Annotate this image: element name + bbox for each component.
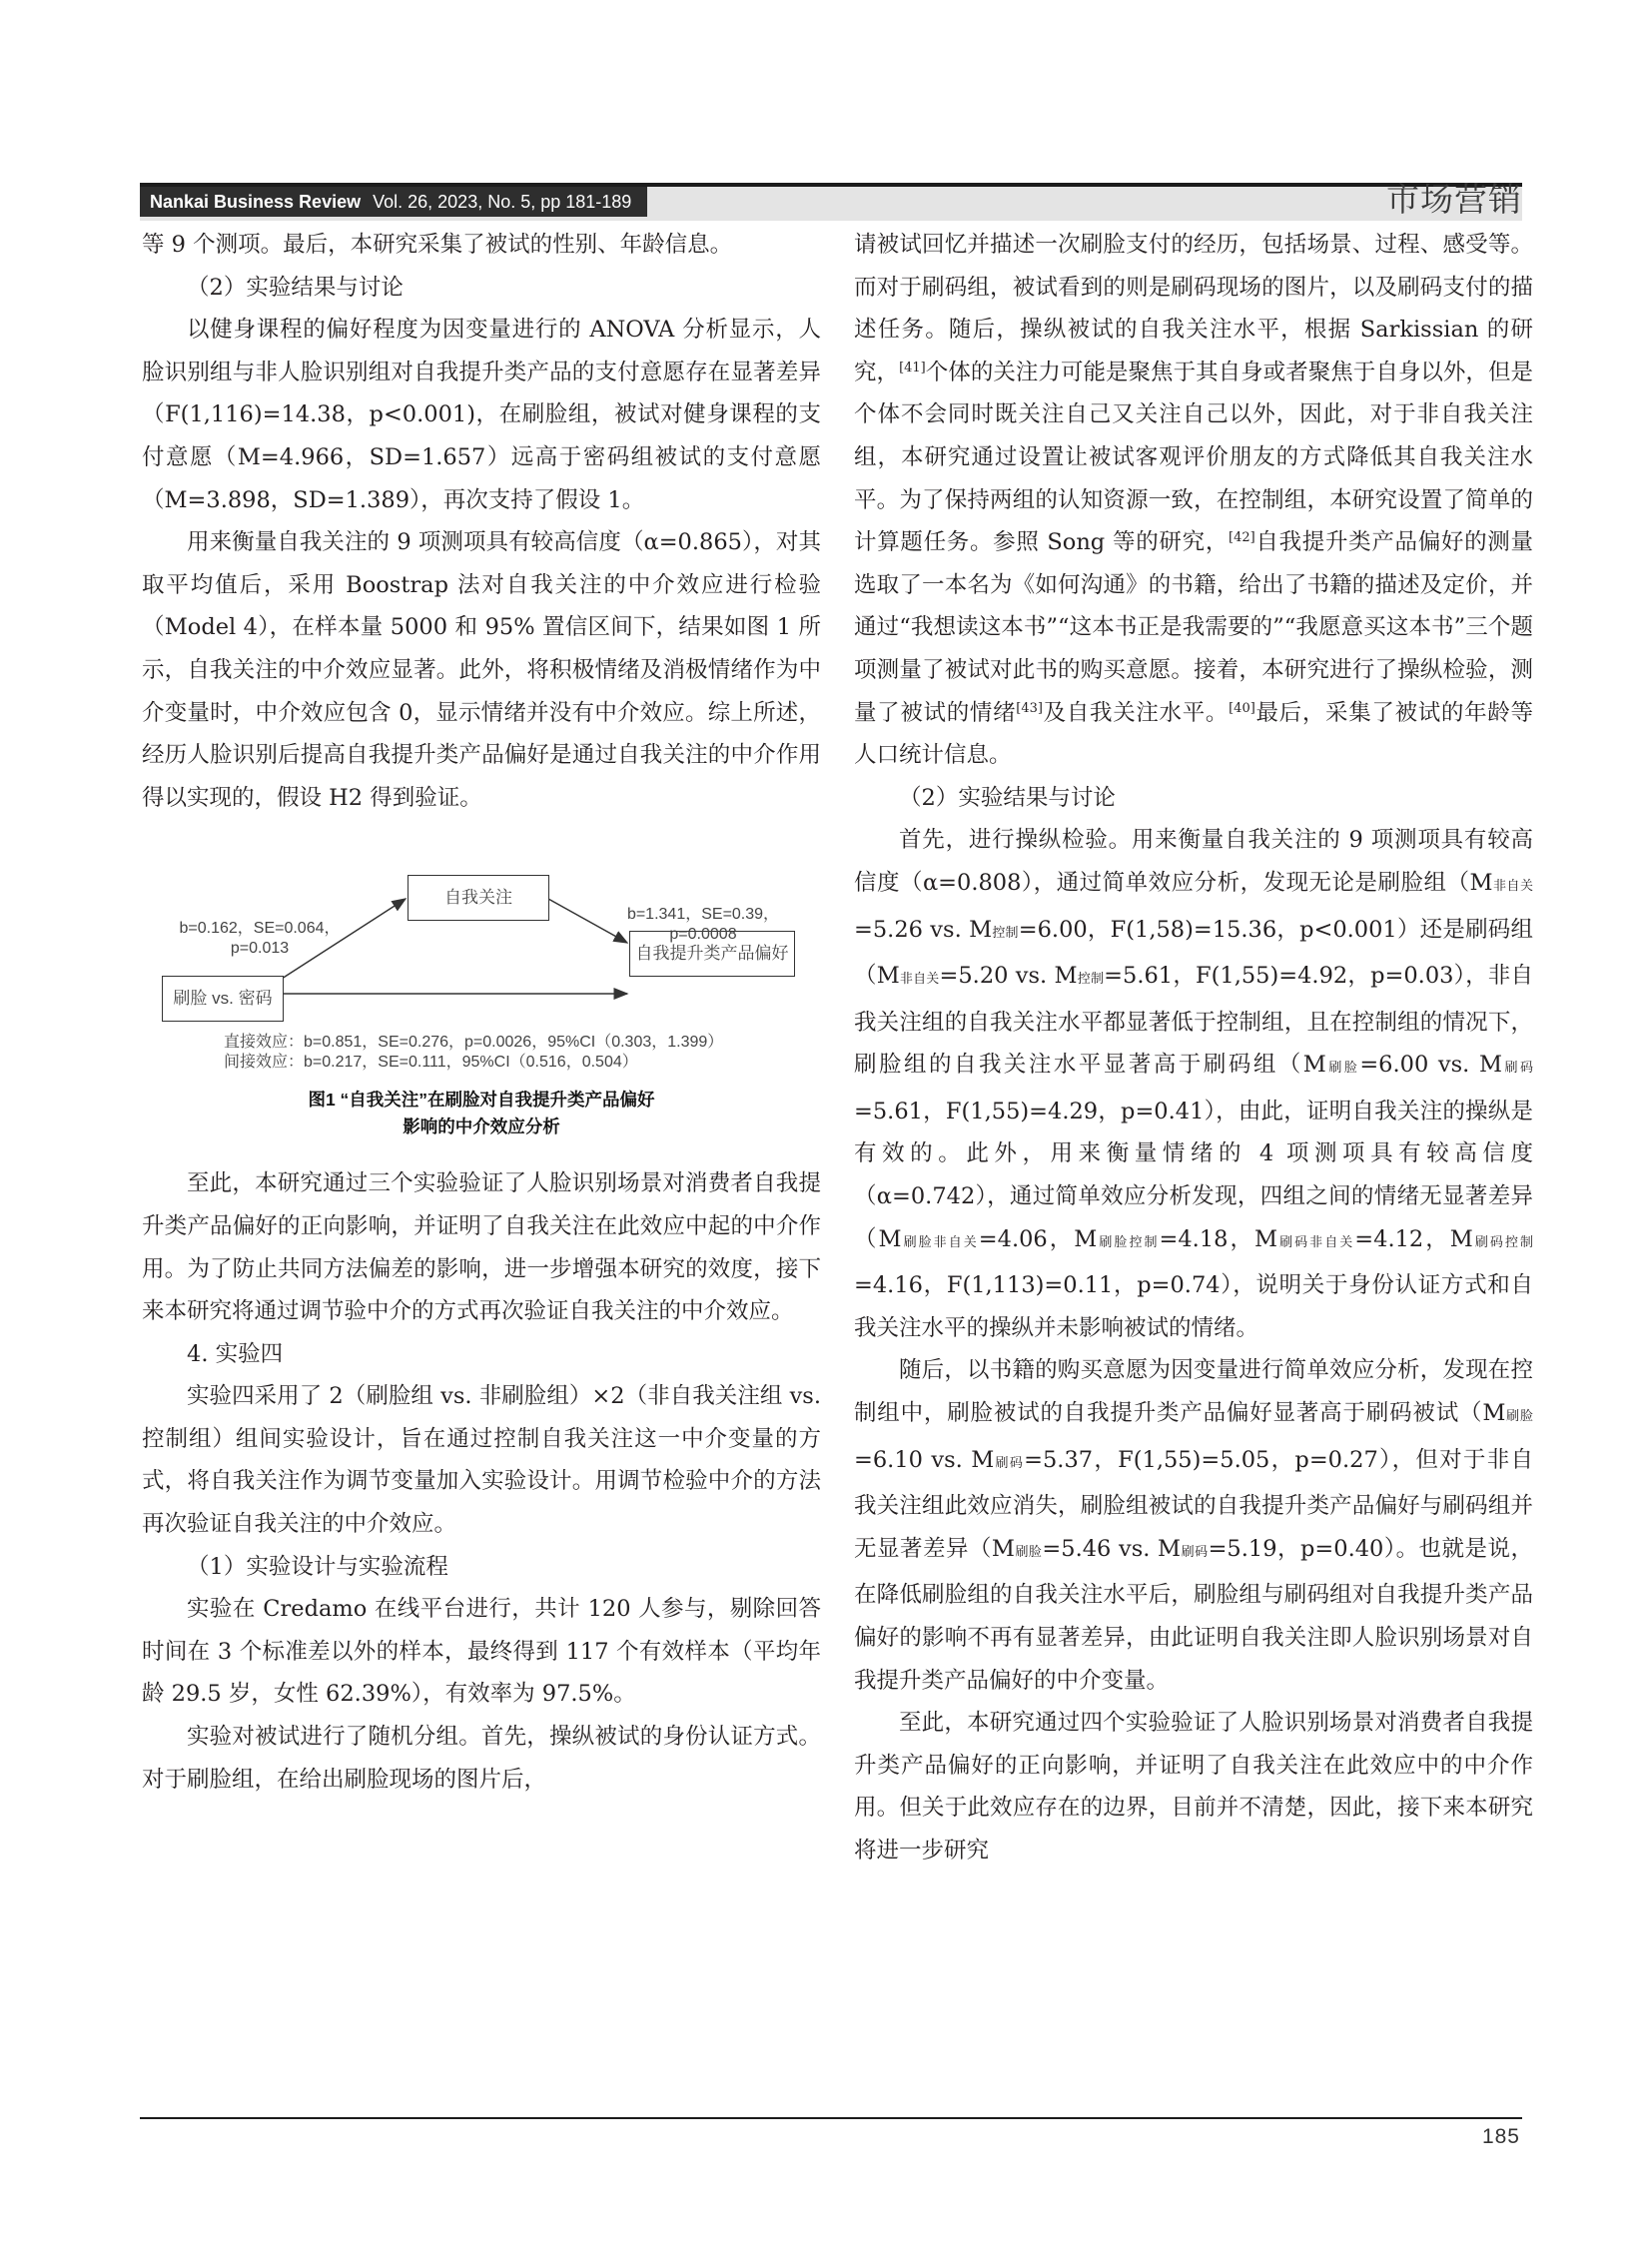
text-run: =6.10 vs. M <box>854 1446 995 1473</box>
path-b-label <box>603 905 803 945</box>
paragraph: 以健身课程的偏好程度为因变量进行的 ANOVA 分析显示，人脸识别组与非人脸识别组对自我提升类产品的支付意愿存在显著差异（F(1,116)=14.38，p<0.001)，在刷脸组，被试对健身课程的支付意愿（M=4.966，SD=1.657）远高于密码组被试的支付意愿（M=3.898，SD=1.389），再次支持了假设 1。 <box>142 317 821 513</box>
subscript: 刷码非自关 <box>1277 1234 1355 1250</box>
subscript: 刷码 <box>1181 1544 1209 1560</box>
subscript: 控制 <box>1077 972 1105 988</box>
text-run: =5.61，F(1,55)=4.29，p=0.41），由此，证明自我关注的操纵是有效的。此外，用来衡量情绪的 4 项测项具有较高信度（α=0.742），通过简单效应分析发现，四组之间的情绪无显著差异（M <box>854 1098 1533 1252</box>
citation-40: [40] <box>1229 700 1255 716</box>
text-run: =5.61，F(1,55)=4.92，p=0.03），非自我关注组的自我关注水平都显著低于控制组，且在控制组的情况下，刷脸组的自我关注水平显著高于刷码组（M <box>854 963 1533 1079</box>
caption-line2: 影响的中介效应分析 <box>403 1117 560 1137</box>
text-run: =5.26 vs. M <box>854 916 993 943</box>
page-number: 185 <box>1481 2125 1520 2148</box>
journal-banner <box>140 187 647 217</box>
paragraph <box>854 819 1533 1349</box>
figure-1 <box>142 819 821 1162</box>
node-y: 自我提升类产品偏好 <box>629 931 795 977</box>
section-title: 市场营销 <box>1386 180 1522 219</box>
text-run: 首先，进行操纵检验。用来衡量自我关注的 9 项测项具有较高信度（α=0.808），通过简单效应分析，发现无论是刷脸组（M <box>854 827 1533 896</box>
subscript: 刷脸 <box>1505 1409 1533 1425</box>
citation-41: [41] <box>899 360 926 375</box>
text-run: =4.16，F(1,113)=0.11，p=0.74），说明关于身份认证方式和自我关注水平的操纵并未影响被试的情绪。 <box>854 1272 1533 1341</box>
indirect-effect-note: 间接效应：b=0.217，SE=0.111，95%CI（0.516，0.504） <box>224 1054 638 1072</box>
paragraph: 至此，本研究通过四个实验验证了人脸识别场景对消费者自我提升类产品偏好的正向影响，并证明了自我关注在此效应中的中介作用。但关于此效应存在的边界，目前并不清楚，因此，接下来本研究将进一步研究 <box>854 1710 1533 1864</box>
text-run: =4.06，M <box>978 1225 1098 1252</box>
subscript: 刷脸控制 <box>1097 1234 1160 1250</box>
text-run: 自我提升类产品偏好的测量选取了一本名为《如何沟通》的书籍，给出了书籍的描述及定价，并通过“我想读这本书”“这本书正是我需要的”“我愿意买这本书”三个题项测量了被试对此书的购买意愿。接着，本研究进行了操纵检验，测量了被试的情绪 <box>854 529 1533 726</box>
text-run: =5.19，p=0.40）。也就是说，在降低刷脸组的自我关注水平后，刷脸组与刷码组对自我提升类产品偏好的影响不再有显著差异，由此证明自我关注即人脸识别场景对自我提升类产品偏好的中介变量。 <box>854 1535 1533 1694</box>
paragraph: 用来衡量自我关注的 9 项测项具有较高信度（α=0.865），对其取平均值后，采用 Boostrap 法对自我关注的中介效应进行检验（Model 4），在样本量 5000 和 95% 置信区间下，结果如图 1 所示，自我关注的中介效应显著。此外，将积极情绪及消极情绪作为中介变量时，中介效应包含 0，显示情绪并没有中介效应。综上所述，经历人脸识别后提高自我提升类产品偏好是通过自我关注的中介作用得以实现的，假设 H2 得到验证。 <box>142 529 821 811</box>
subscript: 刷码 <box>1502 1061 1533 1077</box>
subscript: 刷码控制 <box>1472 1234 1533 1250</box>
citation-42: [42] <box>1229 530 1255 546</box>
text-run: =4.12，M <box>1354 1225 1473 1252</box>
path-a-line1: b=0.162，SE=0.064， <box>179 920 341 938</box>
subscript: 非自关 <box>1492 878 1533 894</box>
paragraph: 实验四采用了 2（刷脸组 vs. 非刷脸组）×2（非自我关注组 vs. 控制组）组间实验设计，旨在通过控制自我关注这一中介变量的方式，将自我关注作为调节变量加入实验设计。用调节检验中介的方法再次验证自我关注的中介效应。 <box>142 1383 821 1538</box>
text-run: 最后，采集了被试的年龄等人口统计信息。 <box>854 699 1533 769</box>
subsection-heading: （1）实验设计与实验流程 <box>187 1553 448 1580</box>
paragraph: 等 9 个测项。最后，本研究采集了被试的性别、年龄信息。 <box>142 232 733 258</box>
subsection-heading: （2）实验结果与讨论 <box>187 274 404 301</box>
node-mediator: 自我关注 <box>408 875 549 921</box>
subscript: 刷码 <box>994 1455 1025 1471</box>
volume-info: Vol. 26, 2023, No. 5, pp 181-189 <box>373 192 632 212</box>
direct-effect-note: 直接效应：b=0.851，SE=0.276，p=0.0026，95%CI（0.303，1.399） <box>224 1034 724 1052</box>
text-run: =5.37，F(1,55)=5.05，p=0.27），但对于非自我关注组此效应消失，刷脸组被试的自我提升类产品偏好与刷码组并无显著差异（M <box>854 1446 1533 1562</box>
text-run: 及自我关注水平。 <box>1042 699 1230 726</box>
section-heading: 4. 实验四 <box>187 1340 284 1367</box>
text-run: 请被试回忆并描述一次刷脸支付的经历，包括场景、过程、感受等。而对于刷码组，被试看到的则是刷码现场的图片，以及刷码支付的描述任务。随后，操纵被试的自我关注水平，根据 Sarkissian 的研究， <box>854 232 1533 385</box>
subscript: 刷脸非自关 <box>901 1234 979 1250</box>
text-run: =6.00，F(1,58)=15.36，p<0.001）还是刷码组（M <box>854 916 1533 990</box>
subscript: 非自关 <box>899 972 940 988</box>
subsection-heading: （2）实验结果与讨论 <box>899 784 1116 811</box>
text-run: 个体的关注力可能是聚焦于其自身或者聚焦于自身以外，但是个体不会同时既关注自己又关注自己以外，因此，对于非自我关注组，本研究通过设置让被试客观评价朋友的方式降低其自我关注水平。为了保持两组的认知资源一致，在控制组，本研究设置了简单的计算题任务。参照 Song 等的研究， <box>854 359 1533 556</box>
subscript: 刷脸 <box>1014 1544 1043 1560</box>
node-x: 刷脸 vs. 密码 <box>162 976 284 1022</box>
paragraph: 实验在 Credamo 在线平台进行，共计 120 人参与，剔除回答时间在 3 个标准差以外的样本，最终得到 117 个有效样本（平均年龄 29.5 岁，女性 62.39%），有效率为 97.5%。 <box>142 1596 821 1708</box>
footer-rule <box>140 2117 1522 2119</box>
text-run: =5.46 vs. M <box>1042 1535 1182 1562</box>
paragraph <box>854 224 1533 777</box>
path-b-line1: b=1.341，SE=0.39， <box>626 906 780 924</box>
paragraph <box>854 1349 1533 1702</box>
left-column <box>142 224 821 1801</box>
journal-name: Nankai Business Review <box>150 192 362 212</box>
text-run: =6.00 vs. M <box>1359 1052 1502 1079</box>
paragraph: 实验对被试进行了随机分组。首先，操纵被试的身份认证方式。对于刷脸组，在给出刷脸现场的图片后， <box>142 1724 821 1793</box>
path-b-line2: p=0.0008 <box>669 926 737 944</box>
subscript: 控制 <box>992 925 1019 941</box>
path-a-label <box>160 919 360 959</box>
text-run: 随后，以书籍的购买意愿为因变量进行简单效应分析，发现在控制组中，刷脸被试的自我提升类产品偏好显著高于刷码被试（M <box>854 1357 1533 1427</box>
subscript: 刷脸 <box>1325 1061 1360 1077</box>
path-a-line2: p=0.013 <box>230 940 290 958</box>
right-column <box>854 224 1533 1872</box>
citation-43: [43] <box>1016 700 1043 716</box>
text-run: =5.20 vs. M <box>939 963 1078 990</box>
text-run: =4.18，M <box>1159 1225 1278 1252</box>
figure-caption <box>182 1087 781 1140</box>
paragraph: 至此，本研究通过三个实验验证了人脸识别场景对消费者自我提升类产品偏好的正向影响，并证明了自我关注在此效应中起的中介作用。为了防止共同方法偏差的影响，进一步增强本研究的效度，接下来本研究将通过调节验中介的方式再次验证自我关注的中介效应。 <box>142 1170 821 1325</box>
caption-line1: 图1 “自我关注”在刷脸对自我提升类产品偏好 <box>308 1090 655 1111</box>
